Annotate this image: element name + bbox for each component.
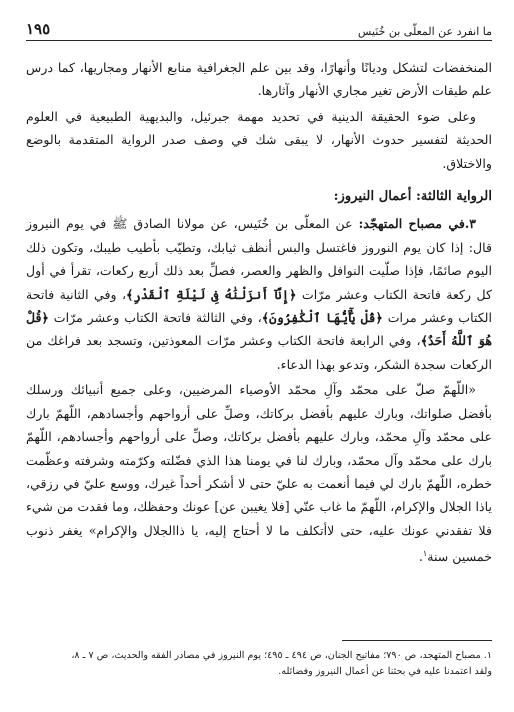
quran-verse: ﴿قُلْ هُوَ ٱللَّهُ أَحَدٌ﴾: [26, 310, 493, 349]
quran-verse: ﴿إِنَّآ أَنزَلْنَٰهُ فِى لَيْلَةِ ٱلْقَدْرِ﴾: [126, 286, 297, 302]
paragraph: وعلى ضوء الحقيقة الدينية في تحديد مهمة جبرئيل، والبديهية الطبيعية في العلوم الحديثة لتفسير حدوث الأنهار، لا يبقى شك في وصف صدر الرواية المتقدمة بالوضع والاختلاق.: [26, 108, 492, 171]
paragraph: المنخفضات لتشكل وديانًا وأنهارًا، وقد بين علم الجغرافية منابع الأنهار ومجاريها، كما درس علم طبقات الأرض تغير مجاري الأنهار وآثارها.: [26, 60, 492, 99]
supplication-paragraph: «اللّهمّ صلّ على محمّد وآلِ محمّد الأوصياء المرضيين، وعلى جميع أنبيائك ورسلك بأفضل صلواتك، وبارك عليهم بأفضل بركاتك، وصلِّ على أرواحهم وأجسادهم، اللّهمّ بارك على محمّد وآلِ محمّد، وبارك عليهم بأفضل بركاتك، وصلِّ على أرواحهم وأجسادهم، اللّهمّ بارك على محمّد وآل محمّد، وبارك لنا في يومنا هذا الذي فضّلته وكرّمته وشرفته وعظّمت خطره، اللّهمّ بارك لي فيما أنعمت به عليّ حتى لا أشكر أحداً غيرك، ووسع عليّ في رزقي، ياذا الجلال والإكرام، اللّهمّ ما غاب عنّي [فلا يغيبن عن] عونك وحفظك، وما فقدت من شيء فلا تفقدني عونك عليه، حتى لاأتكلف ما لا أحتاج إليه، يا ذاالجلال والإكرام» يغفر ذنوب خمسين سنة$^١$.: [26, 382, 492, 565]
footnotes: [18, 648, 492, 680]
narration-number: ٣.: [464, 216, 476, 232]
page-number: ١٩٥: [26, 20, 51, 38]
section-heading: الرواية الثالثة: أعمال النيروز:: [333, 189, 492, 205]
narration-text: ، وفي الرابعة فاتحة الكتاب وعشر مرّات المعوذتين، وتسجد بعد فراغك من الركعات سجدة الشكر، وتدعو بهذا الدعاء.: [26, 333, 492, 372]
main-text: [26, 56, 492, 571]
page-header: [26, 16, 492, 41]
quran-verse: ﴿قُلْ يَٰٓأَيُّهَا ٱلْكَٰفِرُونَ﴾: [261, 310, 383, 326]
narration-text: عن المعلّى بن خُنَيس، عن مولانا الصادق ﷺ في يوم النيروز قال: إذا كان يوم النوروز فاغتسل والبس أنظف ثيابك، وتطيّب بأطيب طيبك، وتكون ذلك اليوم صائمًا، فإذا صلّيت النوافل والظهر والعصر، فصلِّ بعد ذلك أربع ركعات، تقرأ في أول كل ركعة فاتحة الكتاب وعشر مرّات: [26, 216, 492, 302]
supplication-text: «اللّهمّ صلّ على محمّد وآلِ محمّد الأوصياء المرضيين، وعلى جميع أنبيائك ورسلك بأفضل صلواتك، وبارك عليهم بأفضل بركاتك، وصلِّ على أرواحهم وأجسادهم، اللّهمّ بارك على محمّد وآلِ محمّد، وبارك عليهم بأفضل بركاتك، وصلِّ على أرواحهم وأجسادهم، اللّهمّ بارك على محمّد وآل محمّد، وبارك لنا في يومنا هذا الذي فضّلته وكرّمته وشرفته وعظّمت خطره، اللّهمّ بارك لي فيما أنعمت به عليّ حتى لا أشكر أحداً غيرك، ووسع عليّ في رزقي، ياذا الجلال والإكرام، اللّهمّ ما غاب عنّي [فلا يغيبن عن] عونك وحفظك، وما فقدت من شيء فلا تفقدني عونك عليه، حتى لاأتكلف ما لا أحتاج إليه، يا ذاالجلال والإكرام» يغفر ذنوب خمسين سنة: [26, 382, 492, 565]
narration-source: في مصباح المتهجّد:: [358, 216, 465, 232]
narration-paragraph: [26, 212, 492, 376]
narration-text: ، وفي الثالثة فاتحة الكتاب وعشر مرّات: [48, 310, 262, 326]
running-title: ما انفرد عن المعلّى بن خُنَيس: [357, 25, 492, 38]
footnote-line: ولقد اعتمدنا عليه في بحثنا عن أعمال النيروز وفضائله.: [278, 666, 492, 677]
footnote-divider: [342, 640, 492, 641]
footnote-marker: ١: [422, 549, 428, 559]
footnote-line: ١. مصباح المتهجد، ص ٧٩٠؛ مفاتيح الجنان، ص ٤٩٤ ـ ٤٩٥؛ يوم النيروز في مصادر الفقه والحديث، ص ٧ ـ ٨،: [71, 650, 492, 661]
narration-text: ، وفي الثانية فاتحة الكتاب وعشر مرات: [26, 286, 492, 326]
